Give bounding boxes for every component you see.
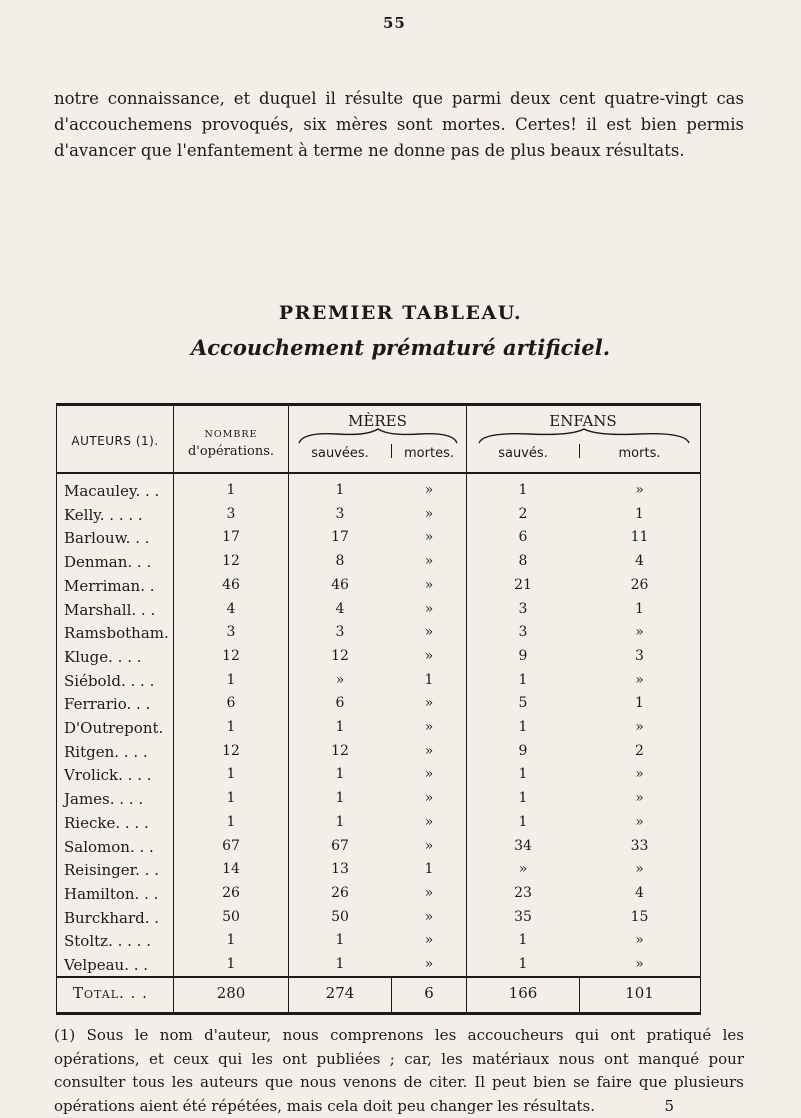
cell-meres-mortes: »: [392, 529, 466, 545]
cell-meres-mortes: »: [392, 838, 466, 854]
table-row: [57, 739, 700, 763]
cell-meres-sauvees: 1: [289, 482, 391, 498]
total-enfants-morts: 101: [580, 984, 699, 1002]
cell-meres-sauvees: 1: [289, 956, 391, 972]
cell-operations: 1: [174, 932, 288, 948]
cell-enfants-sauves: 6: [467, 529, 579, 545]
cell-enfants-morts: 4: [580, 553, 699, 569]
table-row: [57, 644, 700, 668]
cell-operations: 3: [174, 624, 288, 640]
cell-operations: 6: [174, 695, 288, 711]
cell-operations: 1: [174, 790, 288, 806]
table-row: [57, 715, 700, 739]
table-row: [57, 597, 700, 621]
cell-meres-mortes: 1: [392, 861, 466, 877]
cell-meres-sauvees: 12: [289, 648, 391, 664]
cell-meres-sauvees: 1: [289, 719, 391, 735]
cell-auteur: Siébold. . . .: [64, 672, 172, 690]
cell-enfants-morts: 11: [580, 529, 699, 545]
cell-auteur: Kelly. . . . .: [64, 506, 172, 524]
total-operations: 280: [174, 984, 288, 1002]
cell-enfants-sauves: 1: [467, 672, 579, 688]
cell-enfants-sauves: 1: [467, 932, 579, 948]
cell-enfants-sauves: 23: [467, 885, 579, 901]
enfants-brace: [477, 428, 691, 444]
footnote-text: (1) Sous le nom d'auteur, nous comprenons les accoucheurs qui ont pratiqué les opérations, et ceux qui les ont publiées ; car, les matériaux nous ont manqué pour consulter tous les auteurs que nous venons de citer. Il peut bien se faire que plusieurs opérations aient été répétées, mais cela doit peu changer les résultats.: [54, 1026, 744, 1115]
cell-meres-mortes: »: [392, 956, 466, 972]
cell-auteur: Ritgen. . . .: [64, 743, 172, 761]
intro-paragraph: notre connaissance, et duquel il résulte que parmi deux cent quatre-vingt cas d'accouchemens provoqués, six mères sont mortes. Certes! il est bien permis d'avancer que l'enfantement à terme ne donne pas de plus beaux résultats.: [54, 86, 744, 164]
cell-enfants-morts: 1: [580, 695, 699, 711]
cell-meres-sauvees: 8: [289, 553, 391, 569]
cell-enfants-sauves: »: [467, 861, 579, 877]
table-row: [57, 668, 700, 692]
cell-operations: 4: [174, 601, 288, 617]
table-title: PREMIER TABLEAU.: [0, 302, 801, 324]
cell-meres-mortes: »: [392, 932, 466, 948]
header-meres-sauvees: sauvées.: [289, 446, 391, 461]
cell-meres-mortes: »: [392, 577, 466, 593]
total-label: Total. . .: [73, 984, 173, 1002]
cell-enfants-sauves: 9: [467, 648, 579, 664]
cell-enfants-sauves: 1: [467, 719, 579, 735]
cell-meres-mortes: 1: [392, 672, 466, 688]
table-subtitle: Accouchement prématuré artificiel.: [0, 335, 801, 360]
cell-meres-sauvees: 1: [289, 790, 391, 806]
signature-mark: 5: [664, 1095, 674, 1118]
cell-enfants-sauves: 9: [467, 743, 579, 759]
cell-meres-sauvees: 6: [289, 695, 391, 711]
cell-operations: 12: [174, 648, 288, 664]
cell-operations: 50: [174, 909, 288, 925]
cell-meres-mortes: »: [392, 482, 466, 498]
cell-meres-mortes: »: [392, 601, 466, 617]
total-meres-mortes: 6: [392, 984, 466, 1002]
cell-enfants-sauves: 1: [467, 482, 579, 498]
cell-enfants-sauves: 3: [467, 624, 579, 640]
cell-meres-sauvees: 46: [289, 577, 391, 593]
table-row: [57, 834, 700, 858]
cell-enfants-morts: 26: [580, 577, 699, 593]
header-meres: MÈRES: [289, 412, 466, 430]
cell-auteur: Ferrario. . .: [64, 695, 172, 713]
cell-auteur: Ramsbotham.: [64, 624, 172, 642]
cell-meres-mortes: »: [392, 885, 466, 901]
cell-enfants-sauves: 34: [467, 838, 579, 854]
cell-operations: 1: [174, 719, 288, 735]
cell-meres-sauvees: 26: [289, 885, 391, 901]
cell-auteur: Denman. . .: [64, 553, 172, 571]
cell-enfants-morts: »: [580, 766, 699, 782]
cell-meres-mortes: »: [392, 695, 466, 711]
cell-operations: 1: [174, 766, 288, 782]
footnote: [54, 1024, 744, 1118]
cell-auteur: Barlouw. . .: [64, 529, 172, 547]
cell-enfants-sauves: 5: [467, 695, 579, 711]
table-row: [57, 881, 700, 905]
cell-meres-sauvees: 1: [289, 814, 391, 830]
cell-auteur: Velpeau. . .: [64, 956, 172, 974]
table-row: [57, 810, 700, 834]
cell-enfants-morts: 4: [580, 885, 699, 901]
data-table: [56, 403, 701, 1015]
header-nombre-bottom: d'opérations.: [188, 444, 274, 459]
cell-operations: 46: [174, 577, 288, 593]
cell-operations: 17: [174, 529, 288, 545]
cell-enfants-sauves: 1: [467, 790, 579, 806]
cell-auteur: Burckhard. .: [64, 909, 172, 927]
cell-operations: 12: [174, 553, 288, 569]
cell-meres-sauvees: 17: [289, 529, 391, 545]
table-row: [57, 478, 700, 502]
cell-enfants-morts: »: [580, 790, 699, 806]
table-row: [57, 928, 700, 952]
cell-meres-sauvees: 3: [289, 506, 391, 522]
table-row: [57, 573, 700, 597]
cell-auteur: Salomon. . .: [64, 838, 172, 856]
cell-meres-mortes: »: [392, 743, 466, 759]
header-auteurs: AUTEURS (1).: [57, 434, 173, 448]
cell-auteur: Vrolick. . . .: [64, 766, 172, 784]
cell-meres-sauvees: 1: [289, 932, 391, 948]
cell-meres-sauvees: 1: [289, 766, 391, 782]
cell-enfants-morts: »: [580, 482, 699, 498]
cell-meres-mortes: »: [392, 814, 466, 830]
cell-operations: 12: [174, 743, 288, 759]
table-row: [57, 857, 700, 881]
cell-enfants-morts: 1: [580, 506, 699, 522]
cell-meres-sauvees: 13: [289, 861, 391, 877]
table-row: [57, 502, 700, 526]
total-rule: [57, 976, 700, 978]
cell-auteur: Merriman. .: [64, 577, 172, 595]
cell-enfants-morts: 15: [580, 909, 699, 925]
cell-auteur: Kluge. . . .: [64, 648, 172, 666]
cell-auteur: Reisinger. . .: [64, 861, 172, 879]
cell-operations: 1: [174, 956, 288, 972]
cell-enfants-sauves: 1: [467, 956, 579, 972]
cell-enfants-sauves: 1: [467, 814, 579, 830]
cell-meres-sauvees: »: [289, 672, 391, 688]
cell-enfants-sauves: 3: [467, 601, 579, 617]
table-row: [57, 952, 700, 976]
table-row: [57, 762, 700, 786]
total-row: [57, 981, 700, 1005]
header-enfants-morts: morts.: [580, 446, 699, 461]
cell-auteur: Hamilton. . .: [64, 885, 172, 903]
cell-meres-sauvees: 3: [289, 624, 391, 640]
header-enfants: ENFANS: [467, 412, 699, 430]
cell-operations: 14: [174, 861, 288, 877]
total-meres-sauvees: 274: [289, 984, 391, 1002]
cell-meres-mortes: »: [392, 553, 466, 569]
cell-meres-mortes: »: [392, 624, 466, 640]
cell-enfants-morts: »: [580, 672, 699, 688]
cell-enfants-morts: »: [580, 956, 699, 972]
cell-enfants-morts: »: [580, 814, 699, 830]
header-meres-mortes: mortes.: [392, 446, 466, 461]
cell-meres-mortes: »: [392, 719, 466, 735]
cell-enfants-morts: 2: [580, 743, 699, 759]
table-row: [57, 786, 700, 810]
cell-auteur: Marshall. . .: [64, 601, 172, 619]
cell-enfants-sauves: 21: [467, 577, 579, 593]
header-nombre: [174, 426, 288, 460]
cell-enfants-sauves: 8: [467, 553, 579, 569]
meres-brace: [297, 428, 459, 444]
cell-meres-sauvees: 4: [289, 601, 391, 617]
page-number: 55: [383, 14, 406, 32]
cell-auteur: D'Outrepont.: [64, 719, 172, 737]
cell-enfants-morts: »: [580, 932, 699, 948]
cell-meres-mortes: »: [392, 790, 466, 806]
cell-operations: 3: [174, 506, 288, 522]
cell-enfants-morts: »: [580, 861, 699, 877]
cell-meres-mortes: »: [392, 648, 466, 664]
cell-meres-sauvees: 67: [289, 838, 391, 854]
table-row: [57, 691, 700, 715]
cell-meres-mortes: »: [392, 909, 466, 925]
header-enfants-sauves: sauvés.: [467, 446, 579, 461]
cell-auteur: Riecke. . . .: [64, 814, 172, 832]
cell-meres-mortes: »: [392, 506, 466, 522]
cell-meres-sauvees: 12: [289, 743, 391, 759]
cell-operations: 67: [174, 838, 288, 854]
header-nombre-top: NOMBRE: [174, 426, 288, 443]
cell-enfants-morts: 3: [580, 648, 699, 664]
cell-auteur: Stoltz. . . . .: [64, 932, 172, 950]
cell-meres-sauvees: 50: [289, 909, 391, 925]
cell-enfants-morts: 1: [580, 601, 699, 617]
cell-enfants-morts: »: [580, 624, 699, 640]
total-enfants-sauves: 166: [467, 984, 579, 1002]
cell-operations: 26: [174, 885, 288, 901]
cell-operations: 1: [174, 482, 288, 498]
cell-enfants-sauves: 1: [467, 766, 579, 782]
cell-auteur: James. . . .: [64, 790, 172, 808]
cell-auteur: Macauley. . .: [64, 482, 172, 500]
cell-meres-mortes: »: [392, 766, 466, 782]
cell-enfants-sauves: 35: [467, 909, 579, 925]
table-row: [57, 549, 700, 573]
cell-enfants-morts: 33: [580, 838, 699, 854]
table-row: [57, 620, 700, 644]
cell-operations: 1: [174, 672, 288, 688]
cell-enfants-morts: »: [580, 719, 699, 735]
cell-enfants-sauves: 2: [467, 506, 579, 522]
table-row: [57, 525, 700, 549]
table-row: [57, 905, 700, 929]
cell-operations: 1: [174, 814, 288, 830]
header-rule: [57, 472, 700, 474]
